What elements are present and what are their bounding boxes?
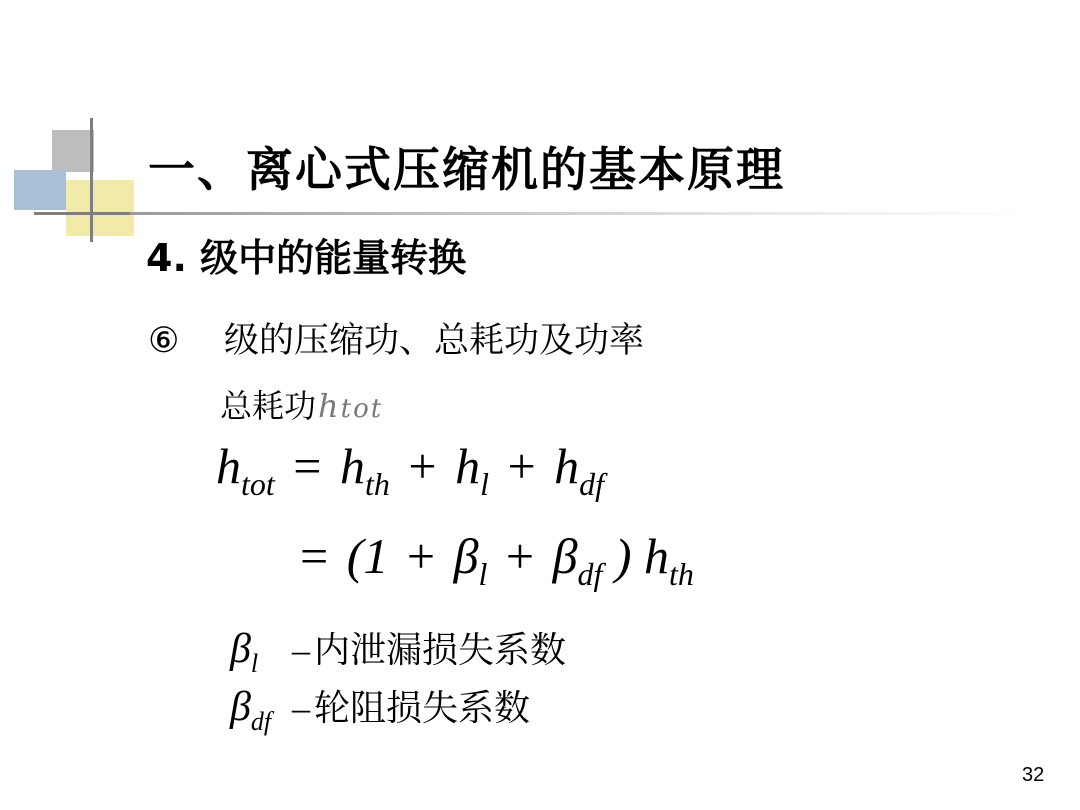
beta-l-symbol: $\beta_l$ bbox=[230, 626, 259, 678]
intro-line bbox=[220, 381, 383, 427]
definition-leakage-coefficient: $\beta_l$ – 内泄漏损失系数 bbox=[230, 626, 567, 678]
definition-text: 轮阻损失系数 bbox=[314, 688, 531, 729]
decor-gray-square bbox=[52, 130, 94, 172]
sub-heading-text: 级的压缩功、总耗功及功率 bbox=[224, 321, 645, 361]
definition-disk-friction-coefficient: $\beta_{df}$ – 轮阻损失系数 bbox=[230, 684, 531, 736]
beta-df-symbol: $\beta_{df}$ bbox=[230, 684, 272, 736]
decor-vertical-line bbox=[90, 118, 93, 242]
title-underline-rule bbox=[130, 212, 1030, 215]
decor-blue-square bbox=[14, 170, 66, 210]
equation-total-work-factored: = ($1 + \beta_l + \beta_{df}$ ) $h_{th}$ bbox=[300, 528, 694, 592]
page-number: 32 bbox=[1022, 764, 1045, 786]
decor-yellow-square bbox=[66, 180, 134, 236]
intro-text: 总耗功 bbox=[220, 387, 317, 425]
section-heading: 4. 级中的能量转换 bbox=[146, 236, 467, 280]
slide-title: 一、离心式压缩机的基本原理 bbox=[148, 143, 785, 198]
sub-heading bbox=[148, 313, 644, 363]
equation-total-work: $h_{tot} = h_{th} + h_l + h_{df}$ bbox=[216, 438, 605, 502]
definition-text: 内泄漏损失系数 bbox=[314, 630, 567, 671]
circled-number-6: ⑥ bbox=[148, 321, 180, 361]
intro-symbol: htot bbox=[318, 387, 384, 425]
decor-horizontal-line bbox=[34, 212, 134, 215]
